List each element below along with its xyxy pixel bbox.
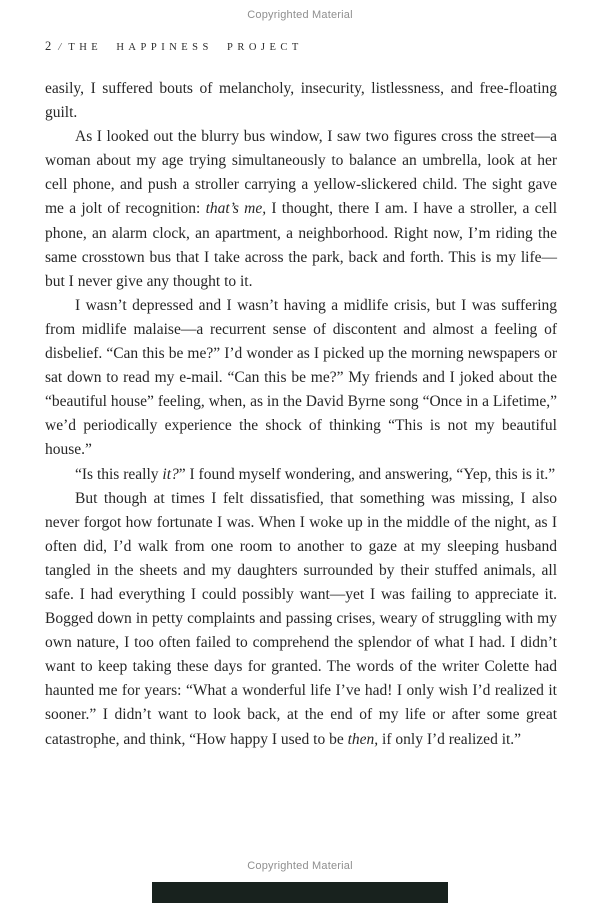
text-run: I wasn’t depressed and I wasn’t having a midlife crisis, but I was suffering from midlife malaise—a recurrent sense of discontent and almost a feeling of disbelief. “Can this be me?” I’d wonder as I picked up the morning newspapers or sat down to read my e-mail. “Can this be me?” My friends and I joked about the “beautiful house” feeling, when, as in the David Byrne song “Once in a Lifetime,” we’d periodically experience the shock of thinking “This is not my beautiful house.”: [45, 296, 557, 459]
paragraph-1: [45, 77, 557, 125]
text-run: I thought, there I am. I have a stroller, a cell phone, an alarm clock, an apartment, a neighborhood. Right now, I’m riding the same crosstown bus that I take across the park, back and forth. This is my life—but I never give any thought to it.: [45, 200, 558, 290]
book-title: THE HAPPINESS PROJECT: [68, 42, 303, 53]
text-run: ” I found myself wondering, and answering, “Yep, this is it.”: [178, 465, 556, 483]
copyright-notice-bottom: Copyrighted Material: [247, 860, 353, 872]
text-run: easily, I suffered bouts of melancholy, insecurity, listlessness, and free-floating guilt.: [45, 80, 557, 122]
text-run-italic: that’s me,: [205, 200, 267, 218]
text-run: As I looked out the blurry bus window, I saw two figures cross the street—a woman about my age trying simultaneously to balance an umbrella, look at her cell phone, and push a stroller carrying a yellow-slickered child. The sight gave me a jolt of recognition:: [45, 128, 557, 218]
page-body: [45, 77, 557, 752]
running-header: [45, 37, 303, 55]
paragraph-2: [45, 125, 557, 294]
copyright-notice-top: Copyrighted Material: [247, 9, 353, 21]
page-number: 2: [45, 39, 54, 53]
text-run-italic: it?: [162, 465, 179, 483]
text-run-italic: then,: [347, 730, 379, 748]
paragraph-4: [45, 463, 557, 487]
text-run: if only I’d realized it.”: [378, 730, 522, 748]
header-separator: /: [58, 41, 62, 53]
paragraph-5: [45, 487, 557, 752]
paragraph-3: [45, 294, 557, 463]
text-run: “Is this really: [75, 465, 163, 483]
text-run: But though at times I felt dissatisfied, that something was missing, I also never forgot how fortunate I was. When I woke up in the middle of the night, as I often did, I’d walk from one room to another to gaze at my sleeping husband tangled in the sheets and my daughters surrounded by their stuffed animals, all safe. I had everything I could possibly want—yet I was failing to appreciate it. Bogged down in petty complaints and passing crises, weary of struggling with my own nature, I too often failed to comprehend the splendor of what I had. I didn’t want to keep taking these days for granted. The words of the writer Colette had haunted me for years: “What a wonderful life I’ve had! I only wish I’d realized it sooner.” I didn’t want to look back, at the end of my life or after some great catastrophe, and think, “How happy I used to be: [45, 489, 557, 748]
footer-bar: [152, 882, 448, 903]
